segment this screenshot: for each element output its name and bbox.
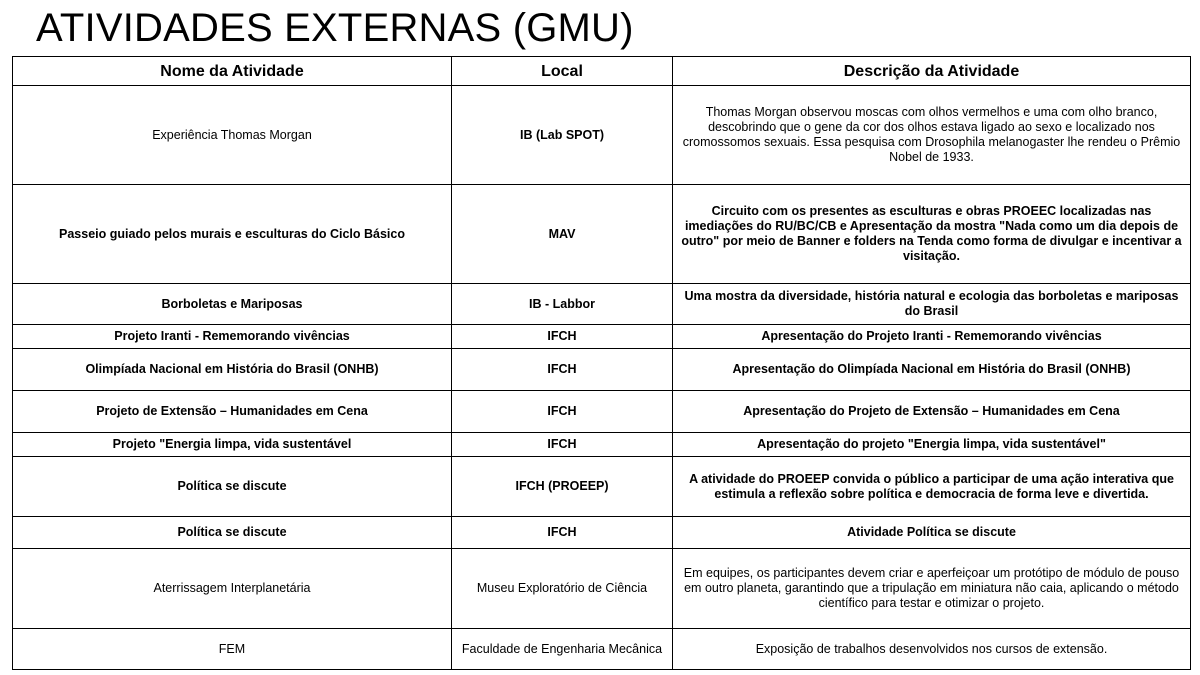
location-cell: IFCH xyxy=(452,325,673,349)
activity-name-cell: Projeto Iranti - Rememorando vivências xyxy=(13,325,452,349)
table-row xyxy=(13,349,1191,391)
description-cell: A atividade do PROEEP convida o público a participar de uma ação interativa que estimula a reflexão sobre política e democracia de forma leve e divertida. xyxy=(673,457,1191,517)
description-cell: Atividade Política se discute xyxy=(673,517,1191,549)
activity-name-cell: Experiência Thomas Morgan xyxy=(13,86,452,185)
activity-name-cell: Aterrissagem Interplanetária xyxy=(13,549,452,629)
activity-name-cell: Política se discute xyxy=(13,457,452,517)
header-location: Local xyxy=(452,57,673,86)
table-row xyxy=(13,391,1191,433)
table-row xyxy=(13,433,1191,457)
activity-name-cell: Borboletas e Mariposas xyxy=(13,284,452,325)
location-cell: IB - Labbor xyxy=(452,284,673,325)
location-cell: Faculdade de Engenharia Mecânica xyxy=(452,629,673,670)
activity-name-cell: Passeio guiado pelos murais e esculturas do Ciclo Básico xyxy=(13,185,452,284)
activity-name-cell: Olimpíada Nacional em História do Brasil (ONHB) xyxy=(13,349,452,391)
activity-name-cell: Política se discute xyxy=(13,517,452,549)
table-row xyxy=(13,549,1191,629)
description-cell: Apresentação do Olimpíada Nacional em História do Brasil (ONHB) xyxy=(673,349,1191,391)
table-row xyxy=(13,86,1191,185)
description-cell: Apresentação do projeto "Energia limpa, vida sustentável" xyxy=(673,433,1191,457)
activity-name-cell: Projeto de Extensão – Humanidades em Cena xyxy=(13,391,452,433)
table-row xyxy=(13,284,1191,325)
activities-table xyxy=(12,56,1191,670)
location-cell: MAV xyxy=(452,185,673,284)
description-cell: Apresentação do Projeto Iranti - Rememorando vivências xyxy=(673,325,1191,349)
table-row xyxy=(13,629,1191,670)
location-cell: IFCH (PROEEP) xyxy=(452,457,673,517)
description-cell: Apresentação do Projeto de Extensão – Humanidades em Cena xyxy=(673,391,1191,433)
table-header-row xyxy=(13,57,1191,86)
table-row xyxy=(13,185,1191,284)
activity-name-cell: FEM xyxy=(13,629,452,670)
location-cell: IFCH xyxy=(452,391,673,433)
header-description: Descrição da Atividade xyxy=(673,57,1191,86)
header-activity-name: Nome da Atividade xyxy=(13,57,452,86)
location-cell: IFCH xyxy=(452,349,673,391)
table-row xyxy=(13,517,1191,549)
description-cell: Exposição de trabalhos desenvolvidos nos cursos de extensão. xyxy=(673,629,1191,670)
location-cell: IFCH xyxy=(452,433,673,457)
description-cell: Circuito com os presentes as esculturas e obras PROEEC localizadas nas imediações do RU/BC/CB e Apresentação da mostra "Nada como um dia depois de outro" por meio de Banner e folders na Tenda como forma de divulgar e incentivar a visitação. xyxy=(673,185,1191,284)
location-cell: IB (Lab SPOT) xyxy=(452,86,673,185)
table-row xyxy=(13,325,1191,349)
description-cell: Thomas Morgan observou moscas com olhos vermelhos e uma com olho branco, descobrindo que o gene da cor dos olhos estava ligado ao sexo e localizado nos cromossomos sexuais. Essa pesquisa com Drosophila melanogaster lhe rendeu o Prêmio Nobel de 1933. xyxy=(673,86,1191,185)
location-cell: IFCH xyxy=(452,517,673,549)
activity-name-cell: Projeto "Energia limpa, vida sustentável xyxy=(13,433,452,457)
table-row xyxy=(13,457,1191,517)
description-cell: Uma mostra da diversidade, história natural e ecologia das borboletas e mariposas do Brasil xyxy=(673,284,1191,325)
description-cell: Em equipes, os participantes devem criar e aperfeiçoar um protótipo de módulo de pouso em outro planeta, garantindo que a tripulação em miniatura não caia, aplicando o método científico para testar e otimizar o projeto. xyxy=(673,549,1191,629)
page-title: ATIVIDADES EXTERNAS (GMU) xyxy=(36,6,634,50)
location-cell: Museu Exploratório de Ciência xyxy=(452,549,673,629)
